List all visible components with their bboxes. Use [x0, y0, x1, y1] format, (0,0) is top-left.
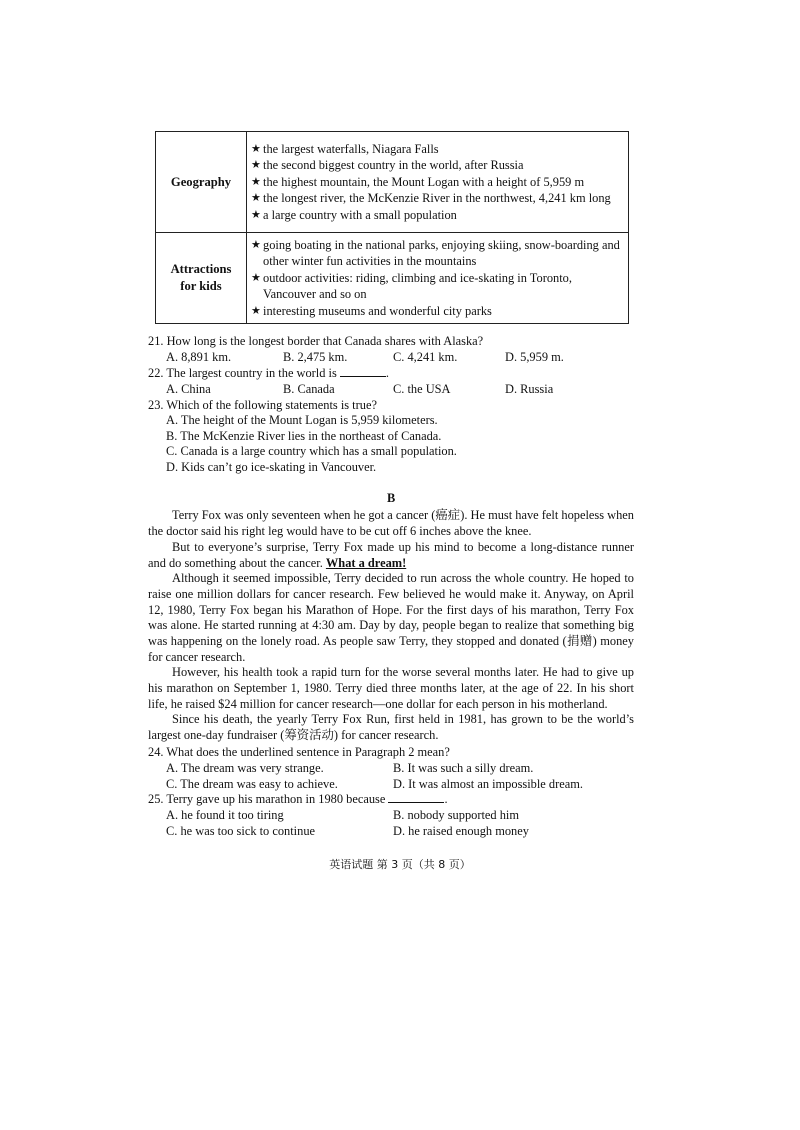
- paragraph-3: Although it seemed impossible, Terry decided to run across the whole country. He hoped to raise one million dollars for cancer research. Few believed he would make it. Anyway, on April 12, 1980, Terry Fox began his Marathon of Hope. For the first days of his marathon, Terry Fox was alone. He started running at 4:30 am. Day by day, people began to realize that something big was happening on the lonely road. As people saw Terry, they stopped and donated (捐赠) money for cancer research.: [148, 571, 634, 664]
- item-text: the longest river, the McKenzie River in the northwest, 4,241 km long: [263, 191, 611, 206]
- question-25-option-c: C. he was too sick to continue: [166, 824, 316, 838]
- paragraph-1: Terry Fox was only seventeen when he got a cancer (癌症). He must have felt hopeless when the doctor said his right leg would have to be cut off 6 inches above the knee.: [148, 508, 634, 538]
- question-21-option-a: A. 8,891 km.: [166, 350, 232, 364]
- question-25-option-a: A. he found it too tiring: [166, 808, 284, 822]
- question-23-stem: 23. Which of the following statements is true?: [148, 398, 377, 412]
- question-21-option-b: B. 2,475 km.: [283, 350, 348, 364]
- section-b-heading: B: [387, 491, 396, 505]
- page-footer: 英语试题 第 3 页（共 8 页）: [329, 858, 471, 871]
- question-22-option-b: B. Canada: [283, 382, 335, 396]
- item-text: interesting museums and wonderful city parks: [263, 303, 492, 318]
- paragraph-5: Since his death, the yearly Terry Fox Run, first held in 1981, has grown to be the world’s largest one-day fundraiser (筹资活动) for cancer research.: [148, 712, 634, 742]
- question-22-stem: 22. The largest country in the world is .: [148, 366, 390, 380]
- list-item: [251, 174, 624, 191]
- canada-info-table: [155, 131, 629, 324]
- item-text: a large country with a small population: [263, 207, 457, 222]
- question-22-text: 22. The largest country in the world is: [148, 366, 337, 380]
- category-line: for kids: [180, 279, 222, 293]
- question-24-option-d: D. It was almost an impossible dream.: [393, 777, 583, 791]
- star-icon: ★: [251, 191, 261, 205]
- list-item: [251, 157, 624, 174]
- item-text: the second biggest country in the world, after Russia: [263, 158, 524, 173]
- question-24-option-a: A. The dream was very strange.: [166, 761, 324, 775]
- underlined-sentence: What a dream!: [325, 555, 407, 570]
- geography-items: [247, 132, 629, 233]
- question-24-option-b: B. It was such a silly dream.: [393, 761, 534, 775]
- question-21-stem: 21. How long is the longest border that Canada shares with Alaska?: [148, 334, 484, 348]
- list-item: [251, 190, 624, 207]
- star-icon: ★: [251, 237, 261, 251]
- question-25-option-b: B. nobody supported him: [393, 808, 519, 822]
- star-icon: ★: [251, 174, 261, 188]
- star-icon: ★: [251, 141, 261, 155]
- paragraph-4: However, his health took a rapid turn for the worse several months later. He had to give up his marathon on September 1, 1980. Terry died three months later, at the age of 22. In his short life, he raised $24 million for cancer research—one dollar for each person in his motherland.: [148, 665, 634, 711]
- star-icon: ★: [251, 270, 261, 284]
- category-geography: Geography: [156, 132, 247, 233]
- category-line: Attractions: [170, 262, 232, 276]
- paragraph-2-text: But to everyone’s surprise, Terry Fox made up his mind to become a long-distance runner and do something about the cancer.: [148, 540, 634, 570]
- attractions-items: [247, 233, 629, 324]
- question-23-option-b: B. The McKenzie River lies in the northeast of Canada.: [166, 429, 442, 443]
- list-item: [251, 207, 624, 224]
- question-23-option-a: A. The height of the Mount Logan is 5,959 kilometers.: [166, 413, 438, 427]
- answer-blank: [388, 791, 444, 803]
- question-25-text: 25. Terry gave up his marathon in 1980 because: [148, 792, 386, 806]
- question-23-option-d: D. Kids can’t go ice-skating in Vancouver.: [166, 460, 377, 474]
- item-text: the highest mountain, the Mount Logan with a height of 5,959 m: [263, 174, 585, 189]
- question-22-option-a: A. China: [166, 382, 211, 396]
- question-22-option-c: C. the USA: [393, 382, 451, 396]
- question-21-option-d: D. 5,959 m.: [505, 350, 564, 364]
- question-25-option-d: D. he raised enough money: [393, 824, 529, 838]
- list-item: [251, 270, 624, 303]
- answer-blank: [340, 365, 386, 377]
- question-24-option-c: C. The dream was easy to achieve.: [166, 777, 338, 791]
- question-21-option-c: C. 4,241 km.: [393, 350, 458, 364]
- list-item: [251, 303, 624, 320]
- star-icon: ★: [251, 303, 261, 317]
- paragraph-2: [148, 540, 634, 572]
- star-icon: ★: [251, 207, 261, 221]
- category-attractions: [156, 233, 247, 324]
- list-item: [251, 237, 624, 270]
- question-25-stem: 25. Terry gave up his marathon in 1980 because .: [148, 792, 448, 806]
- item-text: going boating in the national parks, enjoying skiing, snow-boarding and other winter fun activities in the mountains: [263, 237, 620, 269]
- question-24-stem: 24. What does the underlined sentence in Paragraph 2 mean?: [148, 745, 450, 759]
- list-item: [251, 141, 624, 158]
- item-text: the largest waterfalls, Niagara Falls: [263, 141, 439, 156]
- table-row-geography: [156, 132, 629, 233]
- item-text: outdoor activities: riding, climbing and ice-skating in Toronto, Vancouver and so on: [263, 270, 572, 302]
- table-row-attractions: [156, 233, 629, 324]
- star-icon: ★: [251, 158, 261, 172]
- question-23-option-c: C. Canada is a large country which has a small population.: [166, 444, 457, 458]
- question-22-option-d: D. Russia: [505, 382, 554, 396]
